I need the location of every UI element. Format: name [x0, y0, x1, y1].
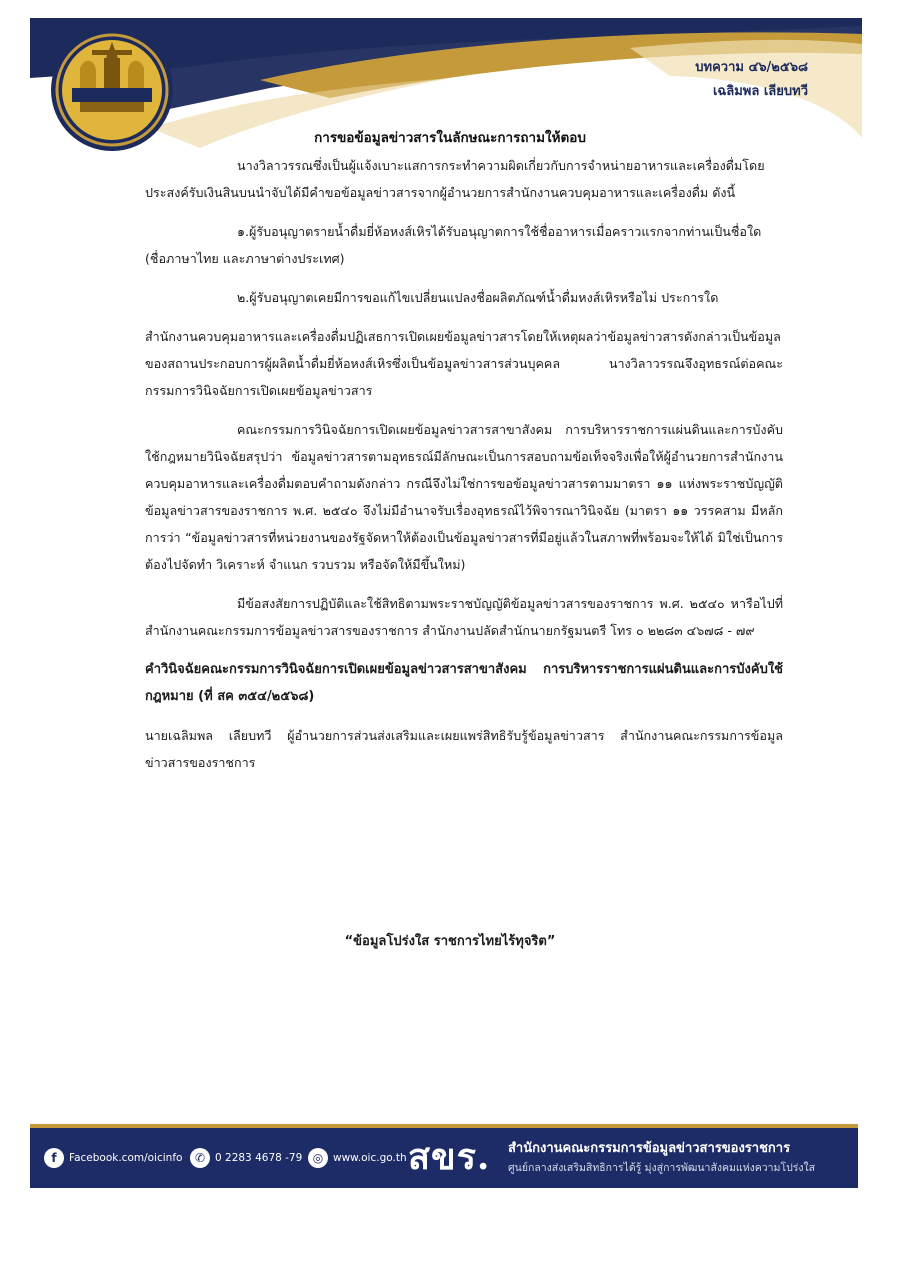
facebook-text: Facebook.com/oicinfo	[69, 1152, 183, 1164]
paragraph-question-1: ๑.ผู้รับอนุญาตรายน้ำดื่มยี่ห้อหงส์เหิรได้รับอนุญาตการใช้ชื่ออาหารเมื่อคราวแรกจากท่านเป็นชื่อใด (ชื่อภาษาไทย และภาษาต่างประเทศ)	[145, 224, 762, 266]
page-title: การขอข้อมูลข่าวสารในลักษณะการถามให้ตอบ	[314, 130, 586, 146]
website-link[interactable]	[308, 1148, 407, 1168]
article-meta	[695, 56, 808, 104]
globe-icon: ◎	[308, 1148, 328, 1168]
paragraph-author-credit: นายเฉลิมพล เลียบทวี ผู้อำนวยการส่วนส่งเสริมและเผยแพร่สิทธิรับรู้ข้อมูลข่าวสาร สำนักงานคณะกรรมการข้อมูลข่าวสารของราชการ	[145, 728, 783, 770]
slogan: “ข้อมูลโปร่งใส ราชการไทยไร้ทุจริต”	[344, 934, 556, 949]
paragraph-intro: นางวิลาวรรณซึ่งเป็นผู้แจ้งเบาะแสการกระทำความผิดเกี่ยวกับการจำหน่ายอาหารและเครื่องดื่มโดยประสงค์รับเงินสินบนนำจับได้มีคำขอข้อมูลข่าวสารจากผู้อำนวยการสำนักงานควบคุมอาหารและเครื่องดื่ม ดังนี้	[145, 158, 765, 200]
org-tagline: ศูนย์กลางส่งเสริมสิทธิการได้รู้ มุ่งสู่การพัฒนาสังคมแห่งความโปร่งใส	[508, 1162, 816, 1174]
paragraph-question-2: ๒.ผู้รับอนุญาตเคยมีการขอแก้ไขเปลี่ยนแปลงชื่อผลิตภัณฑ์น้ำดื่มหงส์เหิรหรือไม่ ประการใด	[237, 290, 719, 305]
brand-wordmark: สขร.	[408, 1136, 491, 1178]
phone-contact[interactable]	[190, 1148, 302, 1168]
phone-text: 0 2283 4678 -79	[215, 1152, 303, 1164]
article-body	[145, 152, 783, 776]
org-name: สำนักงานคณะกรรมการข้อมูลข่าวสารของราชการ	[508, 1141, 791, 1156]
facebook-link[interactable]	[44, 1148, 182, 1168]
paragraph-refusal: สำนักงานควบคุมอาหารและเครื่องดื่มปฏิเสธการเปิดเผยข้อมูลข่าวสารโดยให้เหตุผลว่าข้อมูลข่าวสารดังกล่าวเป็นข้อมูลของสถานประกอบการผู้ผลิตน้ำดื่มยี่ห้อหงส์เหิรซึ่งเป็นข้อมูลข่าวสารส่วนบุคคล นางวิลาวรรณจึงอุทธรณ์ต่อคณะกรรมการวินิจฉัยการเปิดเผยข้อมูลข่าวสาร	[145, 329, 783, 398]
paragraph-ruling-ref: คำวินิจฉัยคณะกรรมการวินิจฉัยการเปิดเผยข้อมูลข่าวสารสาขาสังคม การบริหารราชการแผ่นดินและการบังคับใช้กฎหมาย (ที่ สค ๓๕๔/๒๕๖๘)	[145, 662, 783, 704]
paragraph-contact: มีข้อสงสัยการปฏิบัติและใช้สิทธิตามพระราชบัญญัติข้อมูลข่าวสารของราชการ พ.ศ. ๒๕๔๐ หารือไปที่สำนักงานคณะกรรมการข้อมูลข่าวสารของราชการ สำนักงานปลัดสำนักนายกรัฐมนตรี โทร ๐ ๒๒๘๓ ๔๖๗๘ - ๗๙	[145, 596, 783, 638]
phone-icon: ✆	[190, 1148, 210, 1168]
paragraph-decision: คณะกรรมการวินิจฉัยการเปิดเผยข้อมูลข่าวสารสาขาสังคม การบริหารราชการแผ่นดินและการบังคับใช้กฎหมายวินิจฉัยสรุปว่า ข้อมูลข่าวสารตามอุทธรณ์มีลักษณะเป็นการสอบถามข้อเท็จจริงเพื่อให้ผู้อำนวยการสำนักงานควบคุมอาหารและเครื่องดื่มตอบคำถามดังกล่าว กรณีจึงไม่ใช่การขอข้อมูลข่าวสารตามมาตรา ๑๑ แห่งพระราชบัญญัติข้อมูลข่าวสารของราชการ พ.ศ. ๒๕๔๐ จึงไม่มีอำนาจรับเรื่องอุทธรณ์ไว้พิจารณาวินิจฉัย (มาตรา ๑๑ วรรคสาม มีหลักการว่า “ข้อมูลข่าวสารที่หน่วยงานของรัฐจัดหาให้ต้องเป็นข้อมูลข่าวสารที่มีอยู่แล้วในสภาพที่พร้อมจะให้ได้ มิใช่เป็นการต้องไปจัดทำ วิเคราะห์ จำแนก รวบรวม หรือจัดให้มีขึ้นใหม่)	[145, 422, 783, 572]
facebook-icon: f	[44, 1148, 64, 1168]
article-number: บทความ ๔๖/๒๕๖๘	[695, 60, 808, 75]
author-name: เฉลิมพล เลียบทวี	[712, 84, 808, 99]
website-text: www.oic.go.th	[333, 1152, 407, 1164]
footer	[30, 1128, 858, 1188]
